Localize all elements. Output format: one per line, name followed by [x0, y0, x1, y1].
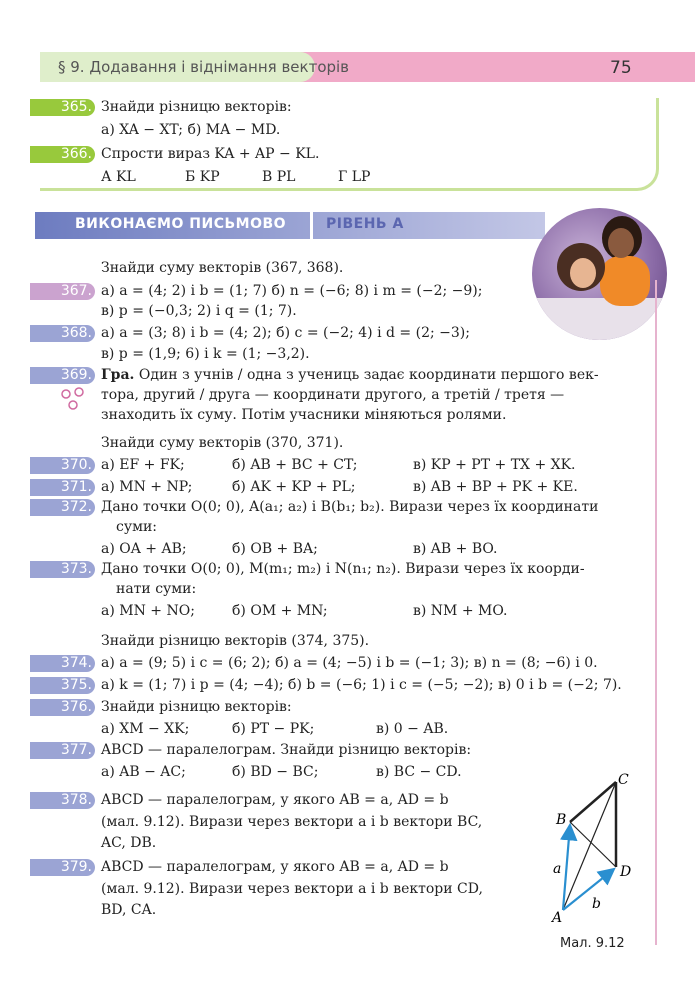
task-number-365: 365.	[30, 99, 95, 116]
vector-b-label: b	[592, 896, 601, 912]
task-373-b: б) OM + MN;	[232, 603, 328, 619]
task-369-line-1-text: Один з учнів / одна з учениць задає координати першого век-	[134, 367, 599, 383]
task-373-line-1: Дано точки O(0; 0), M(m₁; m₂) і N(n₁; n₂). Вирази через їх коорди-	[101, 561, 585, 577]
task-366-option-3: В PL	[262, 169, 296, 185]
section-level: РІВЕНЬ А	[326, 216, 404, 232]
task-373-a: а) MN + NO;	[101, 603, 195, 619]
task-374-text: а) a = (9; 5) і c = (6; 2); б) a = (4; −5) і b = (−1; 3); в) n = (8; −6) і 0.	[101, 655, 598, 671]
task-366-option-4: Г LP	[338, 169, 371, 185]
section-separator	[310, 212, 313, 239]
task-number-378: 378.	[30, 792, 95, 809]
task-366-text: Спрости вираз KA + AP − KL.	[101, 146, 320, 162]
task-367-line-1: а) a = (4; 2) і b = (1; 7) б) n = (−6; 8) і m = (−2; −9);	[101, 283, 483, 299]
task-376-b: б) PT − PK;	[232, 721, 315, 737]
task-377-a: а) AB − AC;	[101, 764, 186, 780]
side-bc	[570, 782, 616, 822]
task-number-369: 369.	[30, 367, 95, 384]
task-370-b: б) AB + BC + CT;	[232, 457, 358, 473]
task-number-373: 373.	[30, 561, 95, 578]
task-number-366: 366.	[30, 146, 95, 163]
task-371-a: а) MN + NP;	[101, 479, 193, 495]
diagonal-ac	[563, 782, 616, 910]
diagonal-bd	[570, 822, 616, 867]
task-376-a: а) XM − XK;	[101, 721, 190, 737]
intro-374-375: Знайди різницю векторів (374, 375).	[101, 633, 370, 649]
task-368-line-2: в) p = (1,9; 6) і k = (1; −3,2).	[101, 346, 310, 362]
point-c-label: C	[618, 772, 629, 788]
header-title: § 9. Додавання і віднімання векторів	[58, 58, 350, 76]
task-371-c: в) AB + BP + PK + KE.	[413, 479, 578, 495]
game-label: Гра.	[101, 367, 135, 383]
point-d-label: D	[620, 864, 632, 880]
task-365-text: Знайди різницю векторів:	[101, 99, 292, 115]
task-372-line-2: суми:	[116, 519, 158, 535]
group-game-icon	[58, 386, 88, 412]
task-number-367: 367.	[30, 283, 95, 300]
task-365-items: а) XA − XT; б) MA − MD.	[101, 122, 281, 138]
task-370-c: в) KP + PT + TX + XK.	[413, 457, 576, 473]
task-379-line-2: (мал. 9.12). Вирази через вектори a і b вектори CD,	[101, 881, 483, 897]
task-369-line-1	[101, 366, 599, 384]
task-number-375: 375.	[30, 677, 95, 694]
task-376-c: в) 0 − AB.	[376, 721, 449, 737]
point-b-label: B	[556, 812, 567, 828]
figure-caption: Мал. 9.12	[560, 936, 625, 951]
task-number-374: 374.	[30, 655, 95, 672]
intro-370-371: Знайди суму векторів (370, 371).	[101, 435, 344, 451]
task-373-c: в) NM + MO.	[413, 603, 508, 619]
intro-367-368: Знайди суму векторів (367, 368).	[101, 260, 344, 276]
task-377-c: в) BC − CD.	[376, 764, 462, 780]
point-a-label: A	[552, 910, 563, 926]
task-366-option-1: А KL	[101, 169, 136, 185]
task-number-379: 379.	[30, 859, 95, 876]
task-number-370: 370.	[30, 457, 95, 474]
students-photo	[532, 208, 667, 340]
task-372-b: б) OB + BA;	[232, 541, 318, 557]
task-368-line-1: а) a = (3; 8) і b = (4; 2); б) c = (−2; 4) і d = (2; −3);	[101, 325, 470, 341]
task-378-line-3: AC, DB.	[101, 835, 157, 851]
task-379-line-1: ABCD — паралелограм, у якого AB = a, AD = b	[101, 859, 449, 875]
task-372-line-1: Дано точки O(0; 0), A(a₁; a₂) і B(b₁; b₂). Вирази через їх координати	[101, 499, 599, 515]
task-373-line-2: нати суми:	[116, 581, 197, 597]
task-376-text: Знайди різницю векторів:	[101, 699, 292, 715]
vector-b	[563, 869, 614, 910]
vector-a-label: a	[553, 861, 562, 877]
task-366-option-2: Б KP	[185, 169, 220, 185]
task-372-a: а) OA + AB;	[101, 541, 187, 557]
task-377-text: ABCD — паралелограм. Знайди різницю векторів:	[101, 742, 472, 758]
section-title: ВИКОНАЄМО ПИСЬМОВО	[75, 216, 287, 232]
task-371-b: б) AK + KP + PL;	[232, 479, 356, 495]
task-370-a: а) EF + FK;	[101, 457, 185, 473]
task-369-line-3: знаходить їх суму. Потім учасники міняються ролями.	[101, 407, 507, 423]
task-367-line-2: в) p = (−0,3; 2) і q = (1; 7).	[101, 303, 297, 319]
task-number-376: 376.	[30, 699, 95, 716]
task-number-371: 371.	[30, 479, 95, 496]
task-369-line-2: тора, другий / друга — координати другого, а третій / третя —	[101, 387, 565, 403]
task-379-line-3: BD, CA.	[101, 902, 157, 918]
vector-a	[563, 825, 570, 910]
parallelogram-figure	[530, 770, 650, 930]
task-378-line-2: (мал. 9.12). Вирази через вектори a і b вектори BC,	[101, 814, 483, 830]
task-372-c: в) AB + BO.	[413, 541, 498, 557]
page-number: 75	[610, 58, 632, 78]
task-number-377: 377.	[30, 742, 95, 759]
margin-bar	[655, 280, 657, 945]
task-378-line-1: ABCD — паралелограм, у якого AB = a, AD = b	[101, 792, 449, 808]
task-number-372: 372.	[30, 499, 95, 516]
task-377-b: б) BD − BC;	[232, 764, 319, 780]
task-375-text: а) k = (1; 7) і p = (4; −4); б) b = (−6; 1) і c = (−5; −2); в) 0 і b = (−2; 7).	[101, 677, 622, 693]
task-number-368: 368.	[30, 325, 95, 342]
